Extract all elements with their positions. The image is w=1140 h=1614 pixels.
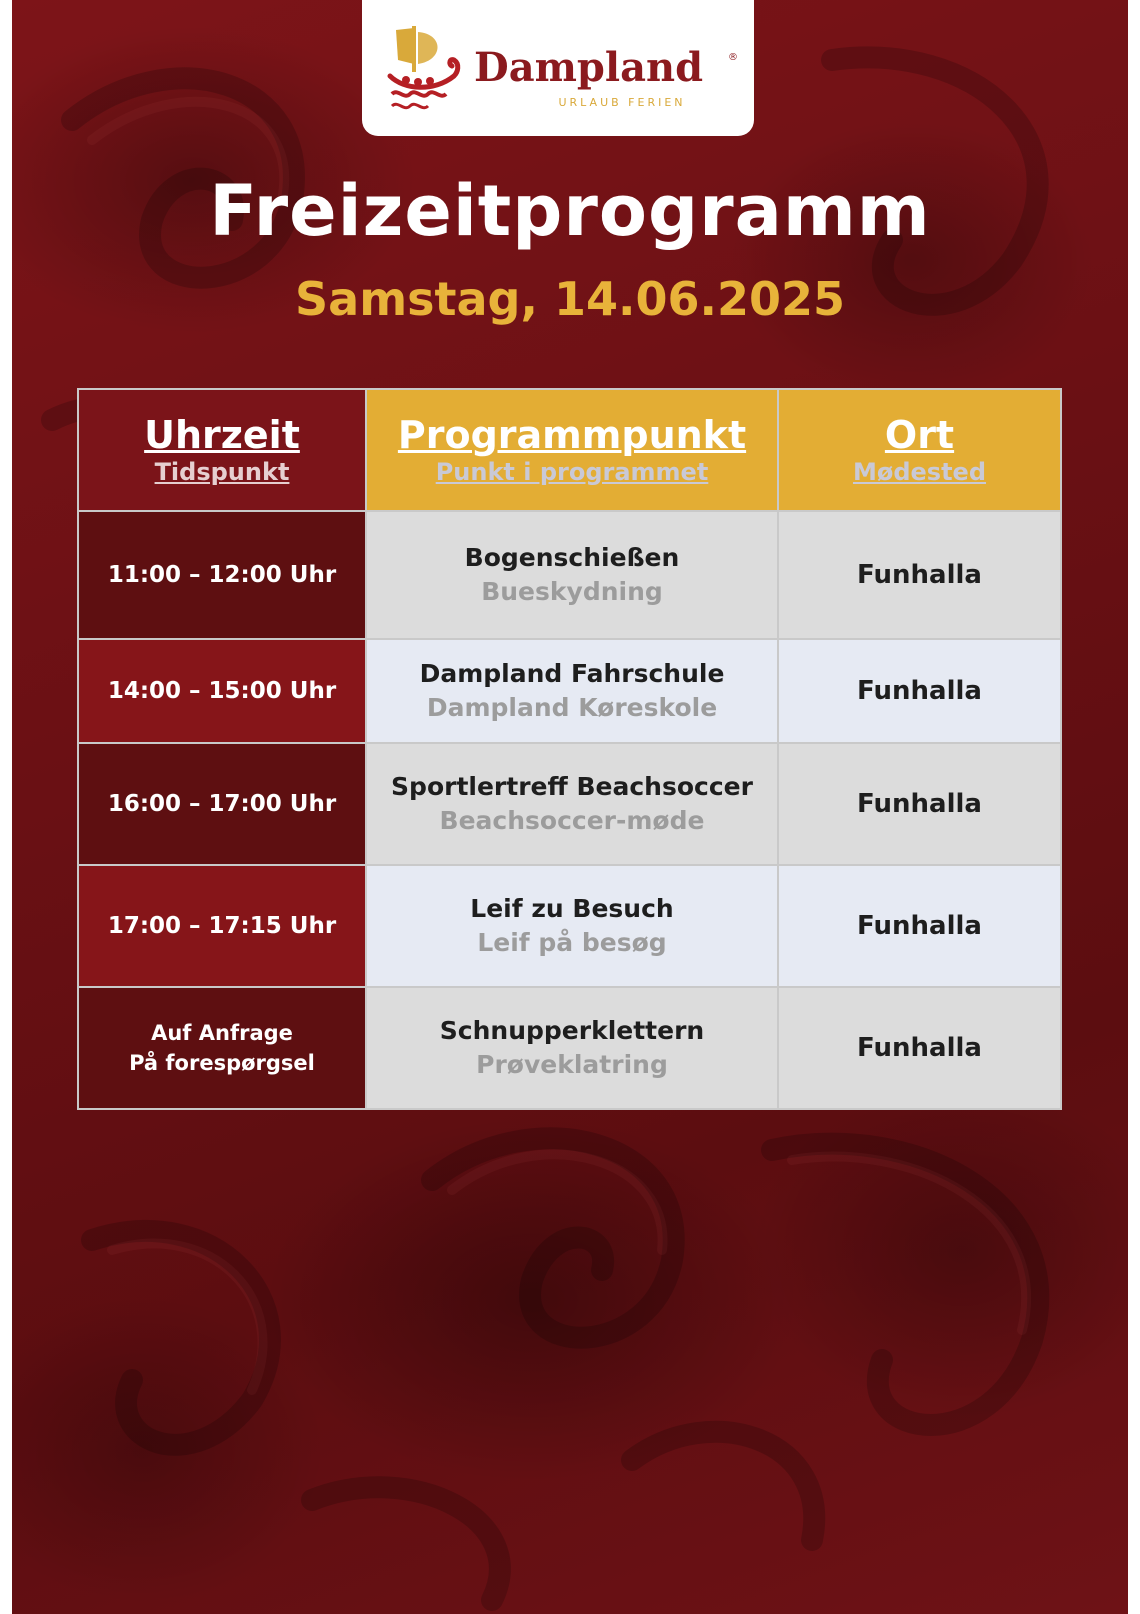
- program-name: Sportlertreff Beachsoccer: [391, 772, 753, 801]
- header-time-label: Uhrzeit: [144, 413, 300, 457]
- poster: [12, 0, 1128, 1614]
- header-place-label: Ort: [884, 413, 955, 457]
- place-cell: Funhalla: [778, 743, 1061, 865]
- place-cell: Funhalla: [778, 865, 1061, 987]
- program-cell: [366, 511, 778, 639]
- logo-tagline: URLAUB FERIEN: [558, 96, 686, 109]
- header-place-sublabel: Mødested: [852, 458, 987, 486]
- event-date: Samstag, 14.06.2025: [295, 272, 845, 326]
- header-place: [778, 389, 1061, 511]
- table-row: [78, 865, 1061, 987]
- table-header-row: [78, 389, 1061, 511]
- time-cell: [78, 987, 366, 1109]
- program-name-danish: Dampland Køreskole: [426, 693, 718, 722]
- program-name: Dampland Fahrschule: [419, 659, 725, 688]
- header-program: [366, 389, 778, 511]
- program-cell: [366, 865, 778, 987]
- logo-card[interactable]: [362, 0, 754, 136]
- table-row: [78, 743, 1061, 865]
- time-cell: 17:00 – 17:15 Uhr: [78, 865, 366, 987]
- program-cell: [366, 743, 778, 865]
- program-cell: [366, 639, 778, 743]
- time-cell: 11:00 – 12:00 Uhr: [78, 511, 366, 639]
- logo-wordmark: Dampland: [474, 44, 704, 91]
- program-name: Leif zu Besuch: [470, 894, 674, 923]
- header-time-sublabel: Tidspunkt: [154, 458, 290, 486]
- page-title: Freizeitprogramm: [209, 170, 931, 252]
- place-cell: Funhalla: [778, 987, 1061, 1109]
- program-name-danish: Prøveklatring: [476, 1050, 668, 1079]
- program-name-danish: Bueskydning: [481, 577, 663, 606]
- place-cell: Funhalla: [778, 639, 1061, 743]
- program-name: Schnupperklettern: [439, 1016, 705, 1045]
- table-row: [78, 511, 1061, 639]
- time-label-danish: På forespørgsel: [129, 1051, 315, 1075]
- schedule-table: [77, 388, 1062, 1110]
- table-row: [78, 987, 1061, 1109]
- program-name-danish: Leif på besøg: [477, 928, 667, 957]
- header-program-label: Programmpunkt: [397, 413, 747, 457]
- program-cell: [366, 987, 778, 1109]
- time-cell: 16:00 – 17:00 Uhr: [78, 743, 366, 865]
- header-program-sublabel: Punkt i programmet: [435, 458, 709, 486]
- time-cell: 14:00 – 15:00 Uhr: [78, 639, 366, 743]
- time-label: Auf Anfrage: [151, 1021, 293, 1045]
- registered-mark: ®: [728, 52, 738, 63]
- header-time: [78, 389, 366, 511]
- program-name: Bogenschießen: [464, 543, 680, 572]
- program-name-danish: Beachsoccer-møde: [439, 806, 705, 835]
- table-row: [78, 639, 1061, 743]
- place-cell: Funhalla: [778, 511, 1061, 639]
- viking-ship-icon: [384, 20, 464, 116]
